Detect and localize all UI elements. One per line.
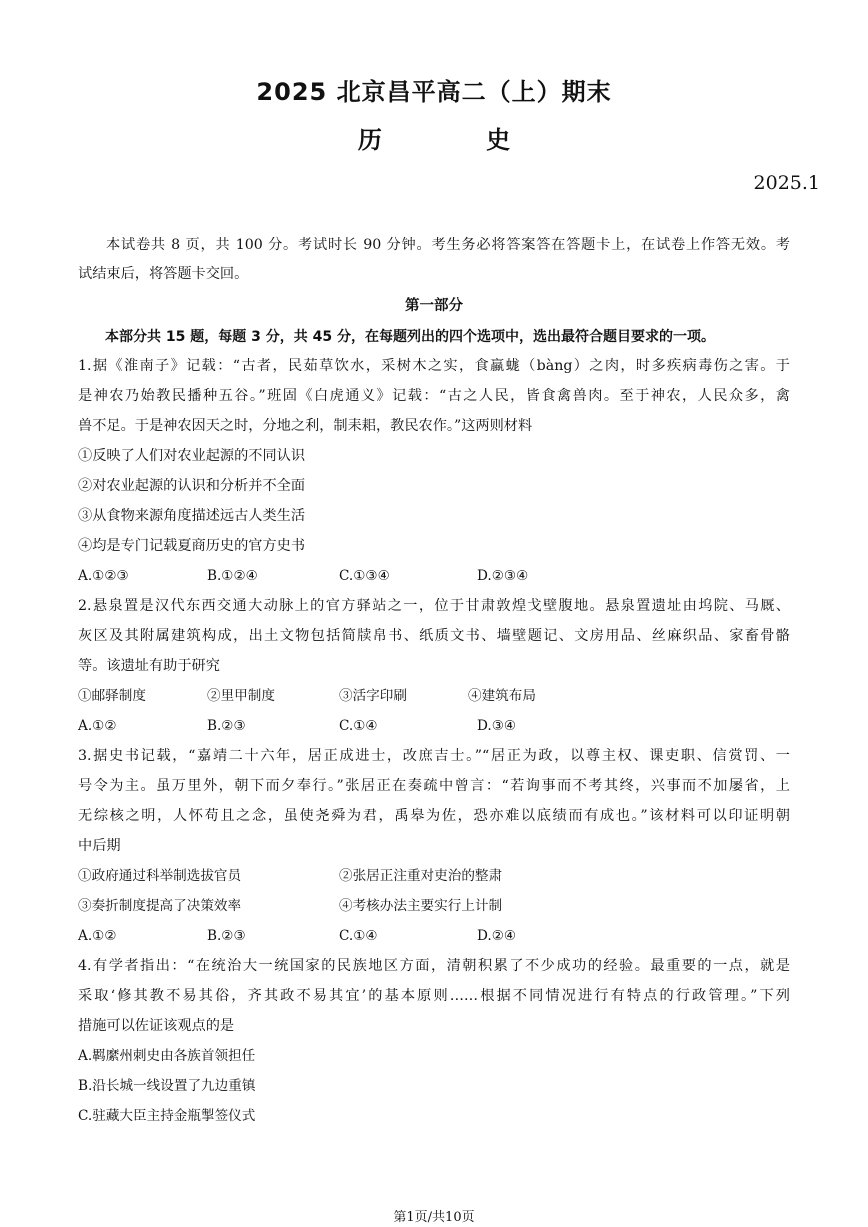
- q1-stem-line-1: 1.据《淮南子》记载：“古者，民茹草饮水，采树木之实，食蠃蛖（bàng）之肉，时多疾病毒伤之害。于: [78, 358, 790, 374]
- q3-option-a: A.①②: [78, 928, 117, 944]
- q4-option-b: B.沿长城一线设置了九边重镇: [78, 1078, 256, 1094]
- q2-item-2: ②里甲制度: [207, 688, 275, 704]
- page-footer: 第1页/共10页: [393, 1210, 475, 1225]
- q4-option-a: A.羁縻州刺史由各族首领担任: [78, 1048, 256, 1064]
- q3-stem-line-1: 3.据史书记载，“嘉靖二十六年，居正成进士，改庶吉士。”“居正为政，以尊主权、课吏职、信赏罚、一: [78, 748, 790, 764]
- q4-stem-line-2: 采取‘修其教不易其俗，齐其政不易其宜’的基本原则……根据不同情况进行有特点的行政管理。”下列: [78, 988, 790, 1004]
- q1-option-c: C.①③④: [339, 568, 390, 584]
- q3-stem-line-2: 号令为主。虽万里外，朝下而夕奉行。”张居正在奏疏中曾言：“若询事而不考其终，兴事而不加屡省，上: [78, 778, 790, 794]
- instructions-line-2: 试结束后，将答题卡交回。: [78, 266, 249, 282]
- q1-option-d: D.②③④: [477, 568, 529, 584]
- q4-stem-line-1: 4.有学者指出：“在统治大一统国家的民族地区方面，清朝积累了不少成功的经验。最重要的一点，就是: [78, 958, 790, 974]
- q3-item-2: ②张居正注重对吏治的整肃: [339, 868, 503, 884]
- q1-option-a: A.①②③: [78, 568, 129, 584]
- page-title: 2025 北京昌平高二（上）期末: [256, 78, 612, 106]
- q3-option-b: B.②③: [207, 928, 246, 944]
- q2-stem-line-2: 灰区及其附属建筑构成，出土文物包括简牍帛书、纸质文书、墙壁题记、文房用品、丝麻织品、家畜骨骼: [78, 628, 790, 644]
- q1-item-3: ③从食物来源角度描述远古人类生活: [78, 508, 306, 524]
- q3-item-1: ①政府通过科举制选拔官员: [78, 868, 242, 884]
- q4-stem-line-3: 措施可以佐证该观点的是: [78, 1018, 235, 1034]
- q2-stem-line-1: 2.悬泉置是汉代东西交通大动脉上的官方驿站之一，位于甘肃敦煌戈壁腹地。悬泉置遗址由坞院、马厩、: [78, 598, 790, 614]
- q2-option-a: A.①②: [78, 718, 117, 734]
- q1-item-4: ④均是专门记载夏商历史的官方史书: [78, 538, 306, 554]
- q2-option-d: D.③④: [477, 718, 517, 734]
- q1-stem-line-3: 兽不足。于是神农因天之时，分地之利，制耒耜，教民农作。”这两则材料: [78, 418, 533, 434]
- q2-item-4: ④建筑布局: [468, 688, 536, 704]
- q3-option-d: D.②④: [477, 928, 517, 944]
- part-intro: 本部分共 15 题，每题 3 分，共 45 分，在每题列出的四个选项中，选出最符合题目要求的一项。: [105, 329, 715, 345]
- subject-title: 历 史: [357, 126, 559, 154]
- exam-date: 2025.1: [753, 172, 820, 194]
- q1-item-1: ①反映了人们对农业起源的不同认识: [78, 448, 306, 464]
- q3-item-3: ③奏折制度提高了决策效率: [78, 898, 242, 914]
- q3-item-4: ④考核办法主要实行上计制: [339, 898, 503, 914]
- q3-stem-line-4: 中后期: [78, 838, 121, 854]
- q1-item-2: ②对农业起源的认识和分析并不全面: [78, 478, 306, 494]
- q2-option-c: C.①④: [339, 718, 378, 734]
- q3-option-c: C.①④: [339, 928, 378, 944]
- part-heading: 第一部分: [405, 298, 463, 314]
- instructions-line-1: 本试卷共 8 页，共 100 分。考试时长 90 分钟。考生务必将答案答在答题卡上，在试卷上作答无效。考: [106, 237, 790, 253]
- q4-option-c: C.驻藏大臣主持金瓶掣签仪式: [78, 1108, 256, 1124]
- q3-stem-line-3: 无综核之明，人怀苟且之念，虽使尧舜为君，禹皋为佐，恐亦难以底绩而有成也。”该材料可以印证明朝: [78, 808, 790, 824]
- q1-stem-line-2: 是神农乃始教民播种五谷。”班固《白虎通义》记载：“古之人民，皆食禽兽肉。至于神农，人民众多，禽: [78, 388, 790, 404]
- q2-option-b: B.②③: [207, 718, 246, 734]
- q2-item-3: ③活字印刷: [339, 688, 407, 704]
- q2-stem-line-3: 等。该遗址有助于研究: [78, 658, 220, 674]
- q2-item-1: ①邮驿制度: [78, 688, 146, 704]
- q1-option-b: B.①②④: [207, 568, 258, 584]
